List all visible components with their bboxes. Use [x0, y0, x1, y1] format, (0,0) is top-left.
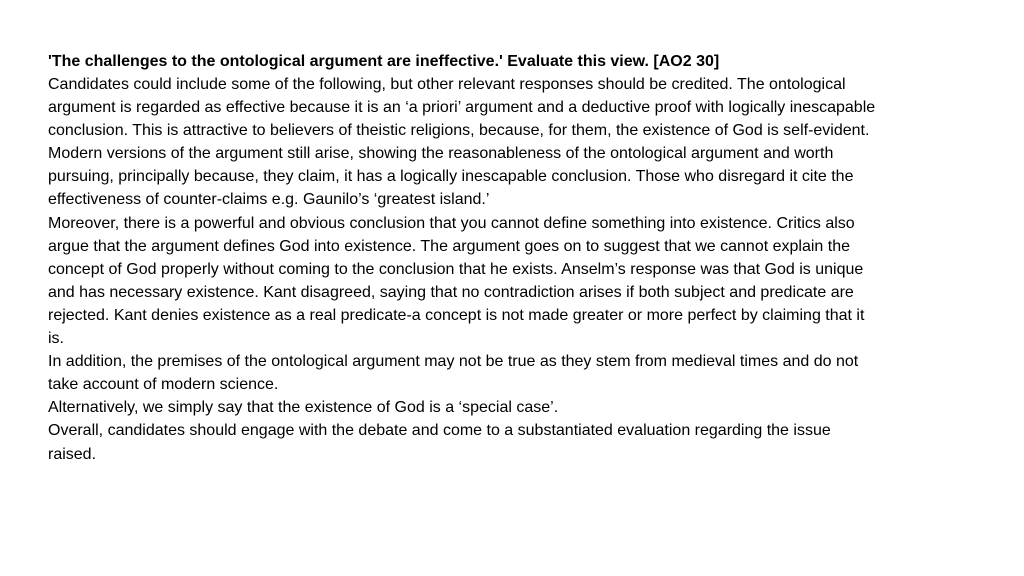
paragraph-candidates-include: Candidates could include some of the following, but other relevant responses should be credited. The ontological argument is regarded as effective because it is an ‘a priori’ argument and a deductive proof with logically inescapable conclusion. This is attractive to believers of theistic religions, because, for them, the existence of God is self-evident. Modern versions of the argument still arise, showing the reasonableness of the ontological argument and worth pursuing, principally because, they claim, it has a logically inescapable conclusion. Those who disregard it cite the effectiveness of counter-claims e.g. Gaunilo’s ‘greatest island.’	[48, 76, 876, 209]
question-heading: 'The challenges to the ontological argument are ineffective.' Evaluate this view. [AO2 30]	[48, 53, 720, 70]
slide-content	[48, 50, 878, 466]
paragraph-overall: Overall, candidates should engage with the debate and come to a substantiated evaluation regarding the issue raised.	[48, 422, 831, 463]
paragraph-in-addition: In addition, the premises of the ontological argument may not be true as they stem from medieval times and do not take account of modern science.	[48, 353, 859, 394]
paragraph-moreover: Moreover, there is a powerful and obvious conclusion that you cannot define something into existence. Critics also argue that the argument defines God into existence. The argument goes on to suggest that we cannot explain the concept of God properly without coming to the conclusion that he exists. Anselm’s response was that God is unique and has necessary existence. Kant disagreed, saying that no contradiction arises if both subject and predicate are rejected. Kant denies existence as a real predicate-a concept is not made greater or more perfect by claiming that it is.	[48, 214, 865, 348]
paragraph-alternatively: Alternatively, we simply say that the existence of God is a ‘special case’.	[48, 399, 559, 417]
